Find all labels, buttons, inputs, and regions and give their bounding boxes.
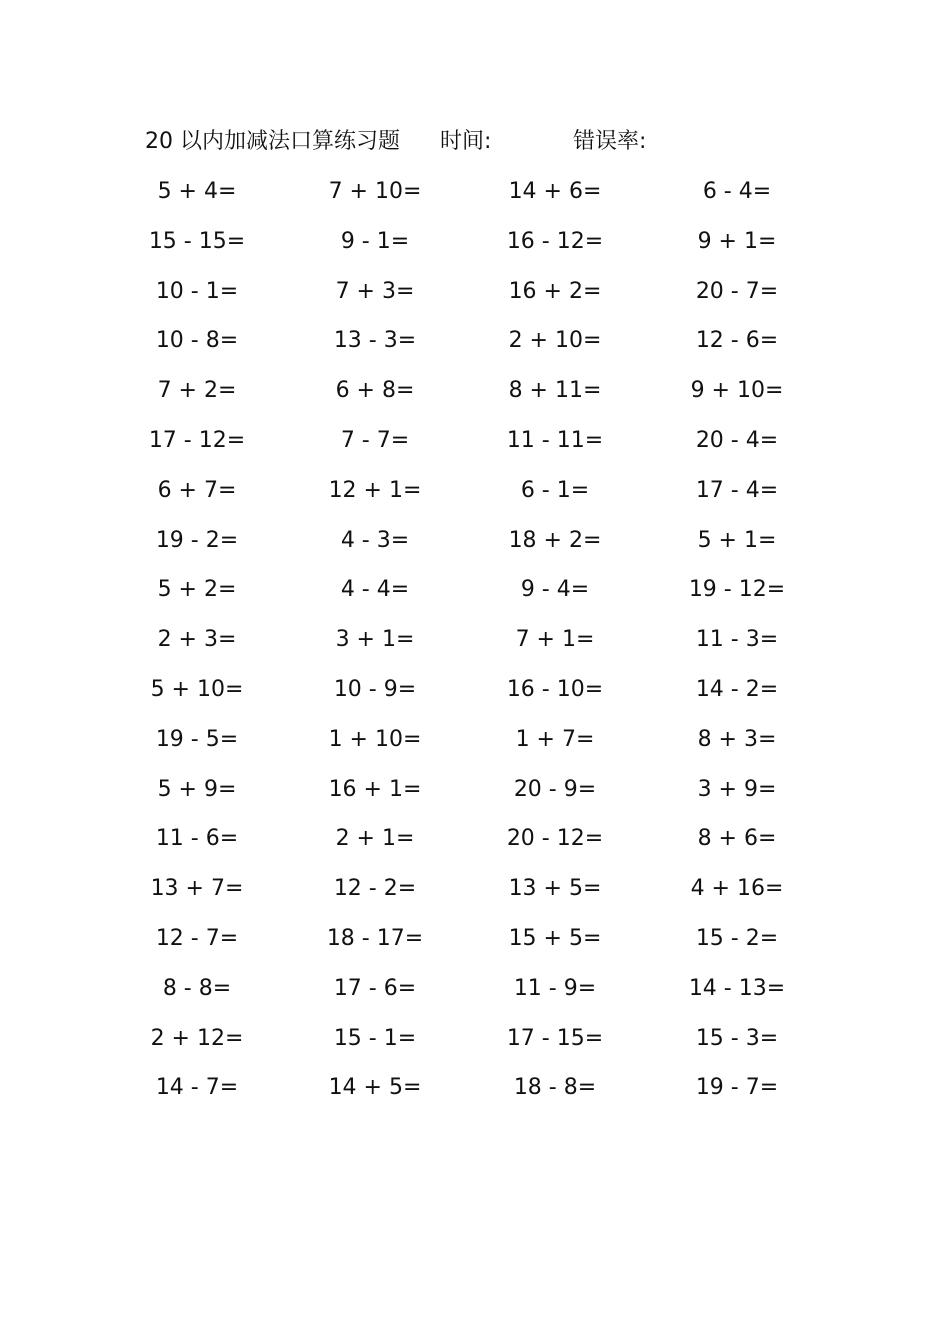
math-problem: 14 - 2=	[695, 676, 779, 702]
math-problem: 15 - 3=	[695, 1025, 779, 1051]
problem-row	[0, 1063, 950, 1113]
error-rate-label: 错误率:	[573, 129, 647, 154]
math-problem: 20 - 12=	[506, 826, 604, 852]
math-problem: 20 - 4=	[695, 427, 779, 453]
math-problem: 15 + 5=	[508, 925, 602, 951]
math-problem: 12 - 7=	[155, 925, 239, 951]
math-problem: 6 - 4=	[702, 179, 772, 204]
math-problem: 11 - 11=	[506, 427, 604, 453]
problem-row	[0, 466, 950, 516]
math-problem: 16 + 1=	[328, 776, 422, 802]
problem-row	[0, 715, 950, 765]
problem-row	[0, 316, 950, 366]
math-problem: 5 + 1=	[697, 527, 777, 553]
math-problem: 15 - 1=	[333, 1025, 417, 1051]
math-problem: 14 + 6=	[508, 179, 602, 204]
math-problem: 16 + 2=	[508, 278, 602, 304]
worksheet-header	[145, 124, 845, 160]
math-problem: 14 - 13=	[688, 975, 786, 1001]
math-problem: 7 + 1=	[515, 627, 595, 653]
math-problem: 7 + 10=	[328, 179, 422, 204]
math-problem: 16 - 10=	[506, 676, 604, 702]
problem-row	[0, 665, 950, 715]
math-problem: 8 + 3=	[697, 726, 777, 752]
math-problem: 19 - 12=	[688, 577, 786, 603]
math-problem: 11 - 3=	[695, 627, 779, 653]
math-problem: 12 - 6=	[695, 328, 779, 354]
math-problem: 10 - 9=	[333, 676, 417, 702]
math-problem: 2 + 12=	[150, 1025, 244, 1051]
math-problem: 4 - 3=	[340, 527, 410, 553]
problem-grid	[0, 167, 950, 1113]
problem-row	[0, 1014, 950, 1064]
math-problem: 19 - 2=	[155, 527, 239, 553]
math-problem: 9 + 10=	[690, 378, 784, 404]
problem-row	[0, 914, 950, 964]
math-problem: 7 - 7=	[340, 427, 410, 453]
math-problem: 18 - 17=	[326, 925, 424, 951]
problem-row	[0, 814, 950, 864]
math-problem: 1 + 7=	[515, 726, 595, 752]
math-problem: 16 - 12=	[506, 228, 604, 254]
problem-row	[0, 864, 950, 914]
math-problem: 5 + 2=	[157, 577, 237, 603]
math-problem: 14 - 7=	[155, 1075, 239, 1101]
math-problem: 2 + 1=	[335, 826, 415, 852]
math-problem: 3 + 9=	[697, 776, 777, 802]
math-problem: 9 + 1=	[697, 228, 777, 254]
math-problem: 20 - 9=	[513, 776, 597, 802]
math-problem: 11 - 6=	[155, 826, 239, 852]
worksheet-title: 20 以内加减法口算练习题	[145, 129, 400, 154]
math-problem: 17 - 12=	[148, 427, 246, 453]
math-problem: 13 + 5=	[508, 876, 602, 902]
math-problem: 2 + 3=	[157, 627, 237, 653]
math-problem: 8 + 6=	[697, 826, 777, 852]
math-problem: 6 + 7=	[157, 477, 237, 503]
time-label: 时间:	[440, 129, 492, 154]
math-problem: 7 + 2=	[157, 378, 237, 404]
math-problem: 8 - 8=	[162, 975, 232, 1001]
math-problem: 17 - 15=	[506, 1025, 604, 1051]
math-problem: 15 - 2=	[695, 925, 779, 951]
math-problem: 11 - 9=	[513, 975, 597, 1001]
problem-row	[0, 765, 950, 815]
math-problem: 9 - 4=	[520, 577, 590, 603]
math-problem: 10 - 8=	[155, 328, 239, 354]
math-problem: 5 + 10=	[150, 676, 244, 702]
math-problem: 7 + 3=	[335, 278, 415, 304]
math-problem: 15 - 15=	[148, 228, 246, 254]
math-problem: 1 + 10=	[328, 726, 422, 752]
math-problem: 13 + 7=	[150, 876, 244, 902]
math-problem: 6 + 8=	[335, 378, 415, 404]
problem-row	[0, 167, 950, 217]
math-problem: 5 + 4=	[157, 179, 237, 204]
math-problem: 4 - 4=	[340, 577, 410, 603]
math-problem: 9 - 1=	[340, 228, 410, 254]
math-problem: 18 - 8=	[513, 1075, 597, 1101]
math-problem: 18 + 2=	[508, 527, 602, 553]
problem-row	[0, 964, 950, 1014]
math-problem: 19 - 5=	[155, 726, 239, 752]
math-problem: 2 + 10=	[508, 328, 602, 354]
math-problem: 14 + 5=	[328, 1075, 422, 1101]
math-problem: 12 + 1=	[328, 477, 422, 503]
math-problem: 12 - 2=	[333, 876, 417, 902]
problem-row	[0, 366, 950, 416]
problem-row	[0, 565, 950, 615]
math-problem: 5 + 9=	[157, 776, 237, 802]
math-problem: 10 - 1=	[155, 278, 239, 304]
math-problem: 13 - 3=	[333, 328, 417, 354]
problem-row	[0, 615, 950, 665]
problem-row	[0, 516, 950, 566]
problem-row	[0, 217, 950, 267]
math-problem: 17 - 6=	[333, 975, 417, 1001]
math-problem: 17 - 4=	[695, 477, 779, 503]
math-problem: 4 + 16=	[690, 876, 784, 902]
math-problem: 8 + 11=	[508, 378, 602, 404]
math-problem: 20 - 7=	[695, 278, 779, 304]
math-problem: 3 + 1=	[335, 627, 415, 653]
math-problem: 6 - 1=	[520, 477, 590, 503]
problem-row	[0, 267, 950, 317]
math-problem: 19 - 7=	[695, 1075, 779, 1101]
problem-row	[0, 416, 950, 466]
